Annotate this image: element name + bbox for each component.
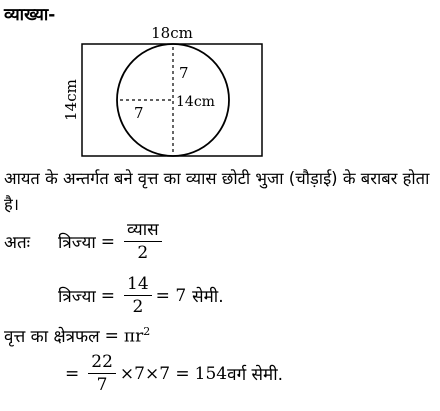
fraction-fourteen-over-two	[124, 274, 152, 317]
width-label: 18cm	[151, 24, 193, 42]
fraction-twentytwo-over-seven	[88, 352, 116, 395]
fraction-diameter-over-two	[124, 220, 162, 263]
area-expression: $\pi r^2$	[123, 324, 151, 347]
therefore-label: अतः	[4, 233, 31, 253]
step-area-value	[60, 352, 283, 395]
heading: व्याख्या-	[4, 5, 56, 25]
step-area-formula	[4, 324, 150, 347]
equals-sign: =	[100, 231, 116, 252]
diameter-label: 14cm	[176, 94, 215, 110]
radius-left-label: 7	[134, 104, 144, 122]
denominator: 7	[96, 375, 108, 395]
denominator: 2	[137, 243, 149, 263]
height-label: 14cm	[62, 79, 80, 121]
explanation-text: आयत के अन्तर्गत बने वृत्त का व्यास छोटी भुजा (चौड़ाई) के बराबर होता है।	[4, 169, 430, 214]
radius-label: त्रिज्या	[58, 233, 96, 253]
equals-sign: =	[65, 363, 80, 384]
equals-sign: =	[104, 325, 119, 346]
radius-label: त्रिज्या	[58, 287, 96, 307]
area-label: वृत्त का क्षेत्रफल	[4, 327, 100, 347]
equals-sign: =	[100, 285, 116, 306]
step-radius-value	[58, 274, 224, 317]
radius-top-label: 7	[179, 64, 189, 82]
area-unit: वर्ग सेमी.	[227, 365, 284, 385]
numerator: व्यास	[124, 220, 162, 242]
multiplication-expression: ×7×7 =	[119, 363, 190, 384]
denominator: 2	[132, 297, 144, 317]
numerator: 14	[124, 274, 152, 296]
rectangle	[82, 44, 262, 156]
unit-label: सेमी.	[192, 287, 224, 307]
rectangle-circle-figure	[60, 22, 270, 167]
step-radius-formula	[4, 220, 166, 263]
numerator: 22	[88, 352, 116, 374]
area-value: 154	[194, 363, 228, 384]
radius-result: = 7	[155, 285, 187, 306]
